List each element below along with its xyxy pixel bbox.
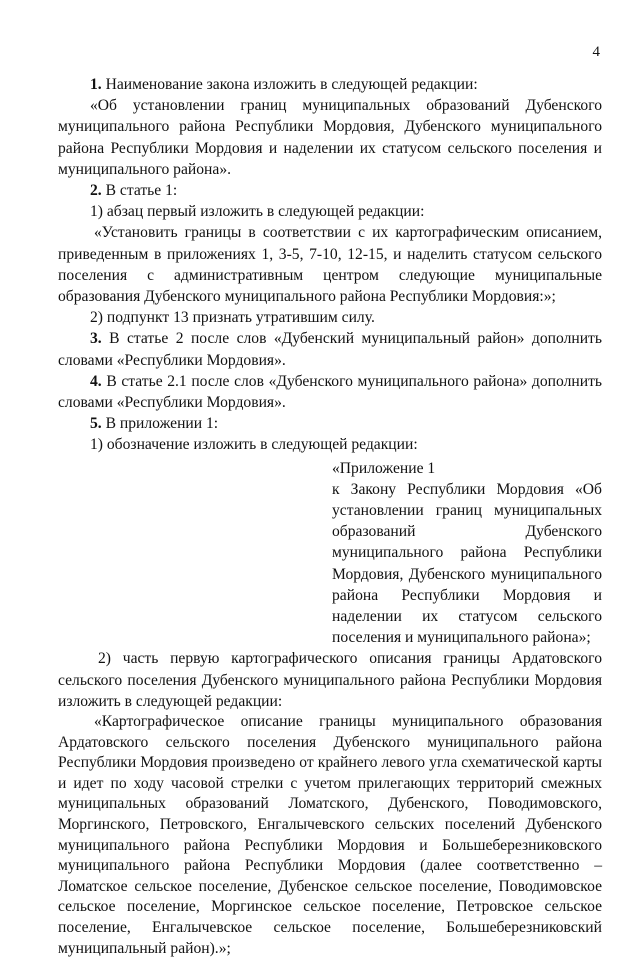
document-body — [58, 74, 602, 959]
appendix-designation — [332, 458, 602, 649]
item-4-number: 4. — [90, 372, 102, 390]
item-4-text: В статье 2.1 после слов «Дубенского муниципального района» дополнить словами «Республики Мордовия». — [58, 372, 602, 412]
item-2-quote: «Установить границы в соответствии с их картографическим описанием, приведенным в приложениях 1, 3-5, 7-10, 12-15, и наделить статусом сельского поселения с административным центром следующие муниципальные образования Дубенского муниципального района Республики Мордовия:»; — [58, 224, 602, 306]
item-5-quote: «Картографическое описание границы муниципального образования Ардатовского сельского поселения Дубенского муниципального района Республики Мордовия произведено от крайнего левого угла схематической карты и идет по ходу часовой стрелки с учетом прилегающих территорий смежных муниципальных образований Ломатского, Дубенского, Поводимовского, Моргинского, Петровского, Енгалычевского сельских поселений Дубенского муниципального района Республики Мордовия и Большеберезниковского муниципального района Республики Мордовия (далее соответственно – Ломатское сельское поселение, Дубенское сельское поселение, Поводимовское сельское поселение, Моргинское сельское поселение, Петровское сельское поселение, Енгалычевское сельское поселение, Большеберезниковский муниципальный район).»; — [58, 713, 602, 957]
item-1-quote: «Об установлении границ муниципальных образований Дубенского муниципального района Республики Мордовия, Дубенского муниципального района Республики Мордовия и наделении их статусом сельского поселения и муниципального района». — [58, 97, 602, 178]
item-2-sub-2: 2) подпункт 13 признать утратившим силу. — [90, 309, 375, 327]
item-3-text: В статье 2 после слов «Дубенский муниципальный район» дополнить словами «Республики Мордовия». — [58, 330, 602, 369]
item-1-number: 1. — [90, 76, 102, 93]
item-5-heading — [58, 413, 602, 434]
item-5-sub-1: 1) обозначение изложить в следующей редакции: — [90, 436, 418, 454]
item-5-number: 5. — [90, 415, 102, 433]
item-2-text: В статье 1: — [101, 182, 178, 200]
item-3-paragraph — [58, 328, 602, 370]
item-2-heading — [58, 180, 602, 201]
item-3-number: 3. — [90, 330, 102, 348]
appendix-reference: к Закону Республики Мордовия «Об установлении границ муниципальных образований Дубенского муниципального района Республики Мордовия, Дубенского муниципального района Республики Мордовия и наделении их статусом сельского поселения и муниципального района»; — [332, 480, 602, 647]
item-1-text: Наименование закона изложить в следующей редакции: — [101, 76, 478, 93]
item-5-text: В приложении 1: — [101, 415, 219, 433]
item-2-number: 2. — [90, 182, 102, 200]
page-number: 4 — [592, 44, 600, 60]
item-5-sub-2: 2) часть первую картографического описания границы Ардатовского сельского поселения Дубенского муниципального района Республики Мордовия изложить в следующей редакции: — [58, 650, 602, 710]
item-4-paragraph — [58, 371, 602, 413]
item-1-heading — [58, 74, 602, 95]
item-2-sub-1: 1) абзац первый изложить в следующей редакции: — [90, 203, 425, 221]
appendix-title: «Приложение 1 — [332, 459, 436, 477]
